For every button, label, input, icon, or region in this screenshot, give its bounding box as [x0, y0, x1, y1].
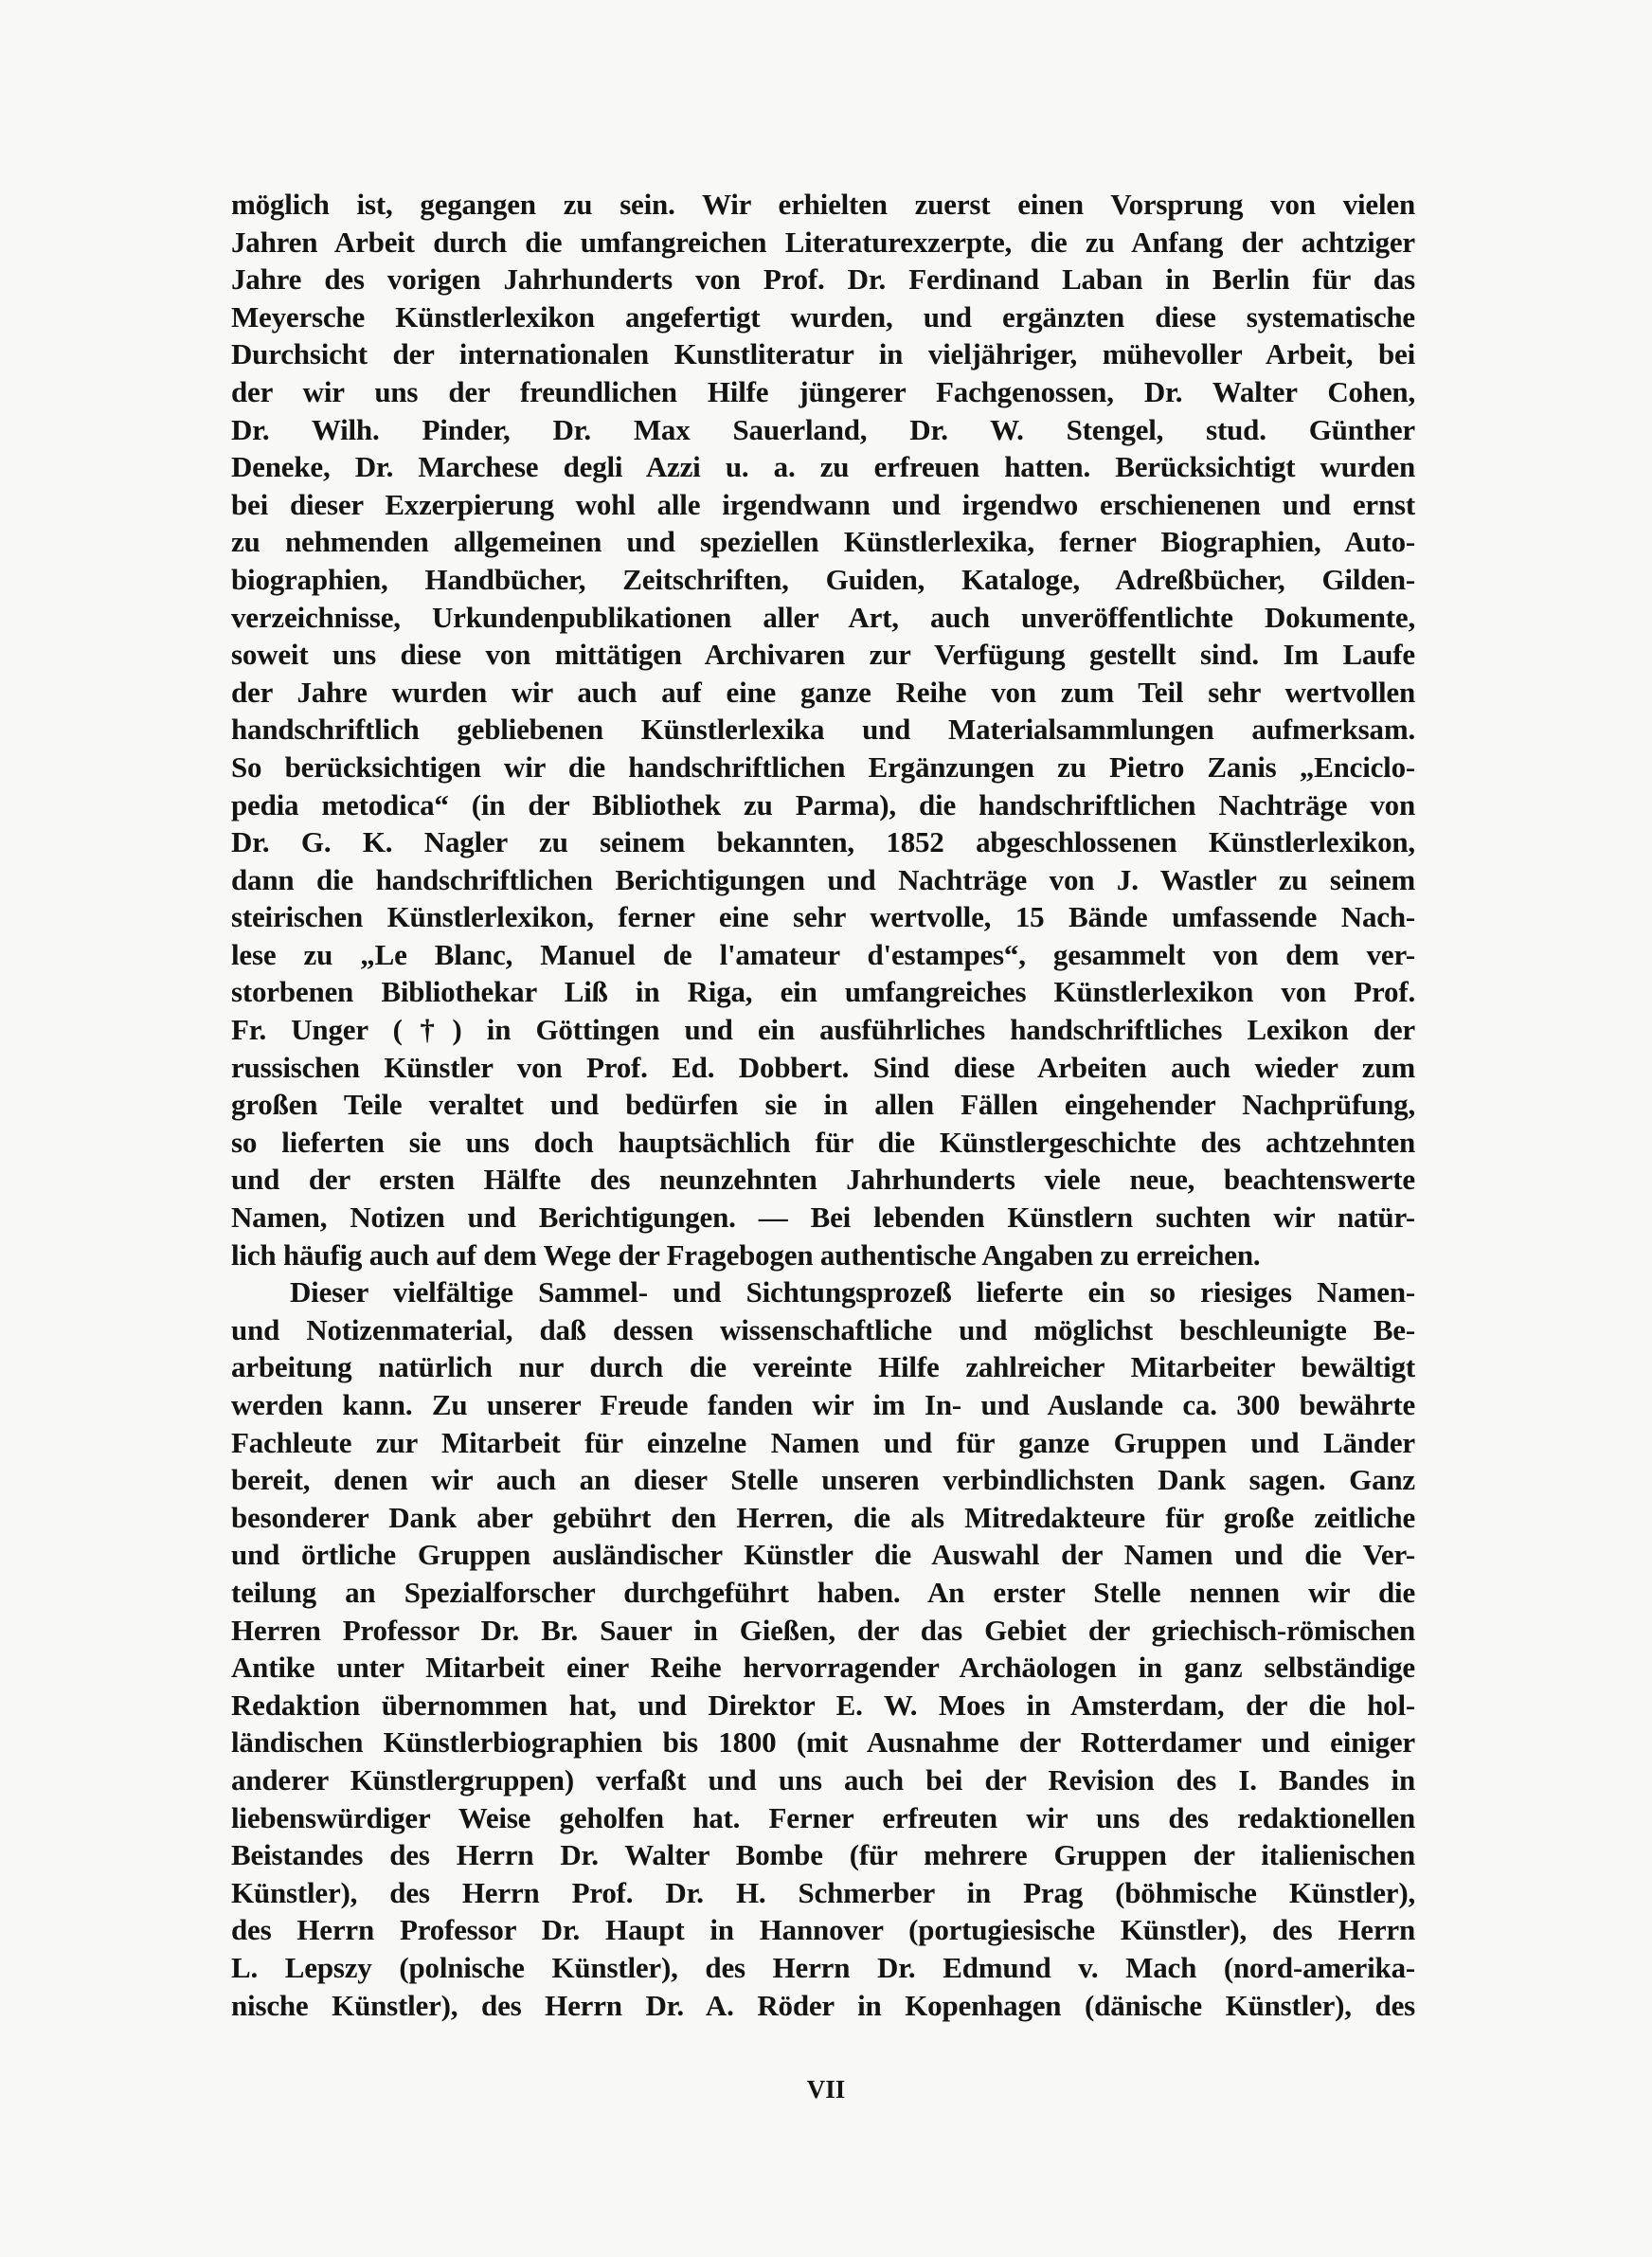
- text-line: Jahren Arbeit durch die umfangreichen Literaturexzerpte, die zu Anfang der achtziger: [231, 225, 1415, 259]
- text-line: ländischen Künstlerbiographien bis 1800 (mit Ausnahme der Rotterdamer und einiger: [231, 1725, 1415, 1760]
- text-line: Namen, Notizen und Berichtigungen. — Bei lebenden Künstlern suchten wir natür-: [231, 1201, 1415, 1235]
- text-line: teilung an Spezialforscher durchgeführt haben. An erster Stelle nennen wir die: [231, 1575, 1415, 1609]
- text-line: verzeichnisse, Urkundenpublikationen aller Art, auch unveröffentlichte Dokumente,: [231, 600, 1415, 634]
- text-line: möglich ist, gegangen zu sein. Wir erhielten zuerst einen Vorsprung von vielen: [231, 188, 1415, 221]
- text-line: liebenswürdiger Weise geholfen hat. Ferner erfreuten wir uns des redaktionellen: [231, 1800, 1415, 1834]
- text-line: bei dieser Exzerpierung wohl alle irgendwann und irgendwo erschienenen und ernst: [231, 487, 1415, 521]
- text-line: bereit, denen wir auch an dieser Stelle unseren verbindlichsten Dank sagen. Ganz: [231, 1463, 1415, 1497]
- text-line: und der ersten Hälfte des neunzehnten Jahrhunderts viele neue, beachtenswerte: [231, 1163, 1415, 1197]
- text-line: russischen Künstler von Prof. Ed. Dobbert. Sind diese Arbeiten auch wieder zum: [231, 1050, 1415, 1084]
- text-line: der Jahre wurden wir auch auf eine ganze Reihe von zum Teil sehr wertvollen: [231, 675, 1415, 709]
- text-line: Dr. G. K. Nagler zu seinem bekannten, 1852 abgeschlossenen Künstlerlexikon,: [231, 825, 1415, 859]
- text-line: Künstler), des Herrn Prof. Dr. H. Schmerber in Prag (böhmische Künstler),: [231, 1875, 1415, 1909]
- text-line: anderer Künstlergruppen) verfaßt und uns auch bei der Revision des I. Bandes in: [231, 1762, 1415, 1797]
- text-line: so lieferten sie uns doch hauptsächlich für die Künstlergeschichte des achtzehnten: [231, 1125, 1415, 1159]
- text-line: Fr. Unger (†) in Göttingen und ein ausführliches handschriftliches Lexikon der: [231, 1013, 1415, 1047]
- body-text: [231, 186, 1415, 2024]
- text-line: So berücksichtigen wir die handschriftlichen Ergänzungen zu Pietro Zanis „Enciclo-: [231, 749, 1415, 784]
- text-line: des Herrn Professor Dr. Haupt in Hannover (portugiesische Künstler), des Herrn: [231, 1913, 1415, 1947]
- text-line: besonderer Dank aber gebührt den Herren, die als Mitredakteure für große zeitliche: [231, 1500, 1415, 1534]
- text-line: Herren Professor Dr. Br. Sauer in Gießen, der das Gebiet der griechisch-römischen: [231, 1613, 1415, 1647]
- text-line: Meyersche Künstlerlexikon angefertigt wurden, und ergänzten diese systematische: [231, 299, 1415, 334]
- text-line: und Notizenmaterial, daß dessen wissenschaftliche und möglichst beschleunigte Be-: [231, 1312, 1415, 1346]
- text-line: biographien, Handbücher, Zeitschriften, Guiden, Kataloge, Adreßbücher, Gilden-: [231, 562, 1415, 596]
- text-line: arbeitung natürlich nur durch die vereinte Hilfe zahlreicher Mitarbeiter bewältigt: [231, 1350, 1415, 1384]
- text-line: zu nehmenden allgemeinen und speziellen Künstlerlexika, ferner Biographien, Auto-: [231, 525, 1415, 559]
- text-line: Dr. Wilh. Pinder, Dr. Max Sauerland, Dr. W. Stengel, stud. Günther: [231, 412, 1415, 446]
- text-line: großen Teile veraltet und bedürfen sie in allen Fällen eingehender Nachprüfung,: [231, 1088, 1415, 1122]
- paragraph-start-line: Dieser vielfältige Sammel- und Sichtungsprozeß lieferte ein so riesiges Namen-: [290, 1275, 1415, 1309]
- text-line: dann die handschriftlichen Berichtigungen und Nachträge von J. Wastler zu seinem: [231, 862, 1415, 896]
- text-line: Beistandes des Herrn Dr. Walter Bombe (für mehrere Gruppen der italienischen: [231, 1838, 1415, 1872]
- text-line: werden kann. Zu unserer Freude fanden wir im In- und Auslande ca. 300 bewährte: [231, 1388, 1415, 1421]
- text-line: und örtliche Gruppen ausländischer Künstler die Auswahl der Namen und die Ver-: [231, 1538, 1415, 1572]
- text-line: lese zu „Le Blanc, Manuel de l'amateur d'estampes“, gesammelt von dem ver-: [231, 937, 1415, 971]
- page-number: VII: [806, 2075, 846, 2104]
- text-line: Durchsicht der internationalen Kunstliteratur in vieljähriger, mühevoller Arbeit, bei: [231, 337, 1415, 371]
- text-line: Jahre des vorigen Jahrhunderts von Prof. Dr. Ferdinand Laban in Berlin für das: [231, 262, 1415, 297]
- text-line: Fachleute zur Mitarbeit für einzelne Namen und für ganze Gruppen und Länder: [231, 1425, 1415, 1459]
- text-line: soweit uns diese von mittätigen Archivaren zur Verfügung gestellt sind. Im Laufe: [231, 638, 1415, 672]
- paragraph-end-line: lich häufig auch auf dem Wege der Fragebogen authentische Angaben zu erreichen.: [231, 1237, 1261, 1272]
- text-line: Redaktion übernommen hat, und Direktor E. W. Moes in Amsterdam, der die hol-: [231, 1688, 1415, 1722]
- text-line: pedia metodica“ (in der Bibliothek zu Parma), die handschriftlichen Nachträge von: [231, 787, 1415, 822]
- text-line: L. Lepszy (polnische Künstler), des Herrn Dr. Edmund v. Mach (nord-amerika-: [231, 1950, 1415, 1984]
- text-line: Antike unter Mitarbeit einer Reihe hervorragender Archäologen in ganz selbständige: [231, 1651, 1415, 1685]
- text-line: nische Künstler), des Herrn Dr. A. Röder in Kopenhagen (dänische Künstler), des: [231, 1988, 1415, 2022]
- text-line: Deneke, Dr. Marchese degli Azzi u. a. zu erfreuen hatten. Berücksichtigt wurden: [231, 450, 1415, 484]
- text-line: storbenen Bibliothekar Liß in Riga, ein umfangreiches Künstlerlexikon von Prof.: [231, 975, 1415, 1009]
- text-line: handschriftlich gebliebenen Künstlerlexika und Materialsammlungen aufmerksam.: [231, 713, 1415, 747]
- text-line: steirischen Künstlerlexikon, ferner eine sehr wertvolle, 15 Bände umfassende Nach-: [231, 900, 1415, 934]
- text-line: der wir uns der freundlichen Hilfe jüngerer Fachgenossen, Dr. Walter Cohen,: [231, 374, 1415, 408]
